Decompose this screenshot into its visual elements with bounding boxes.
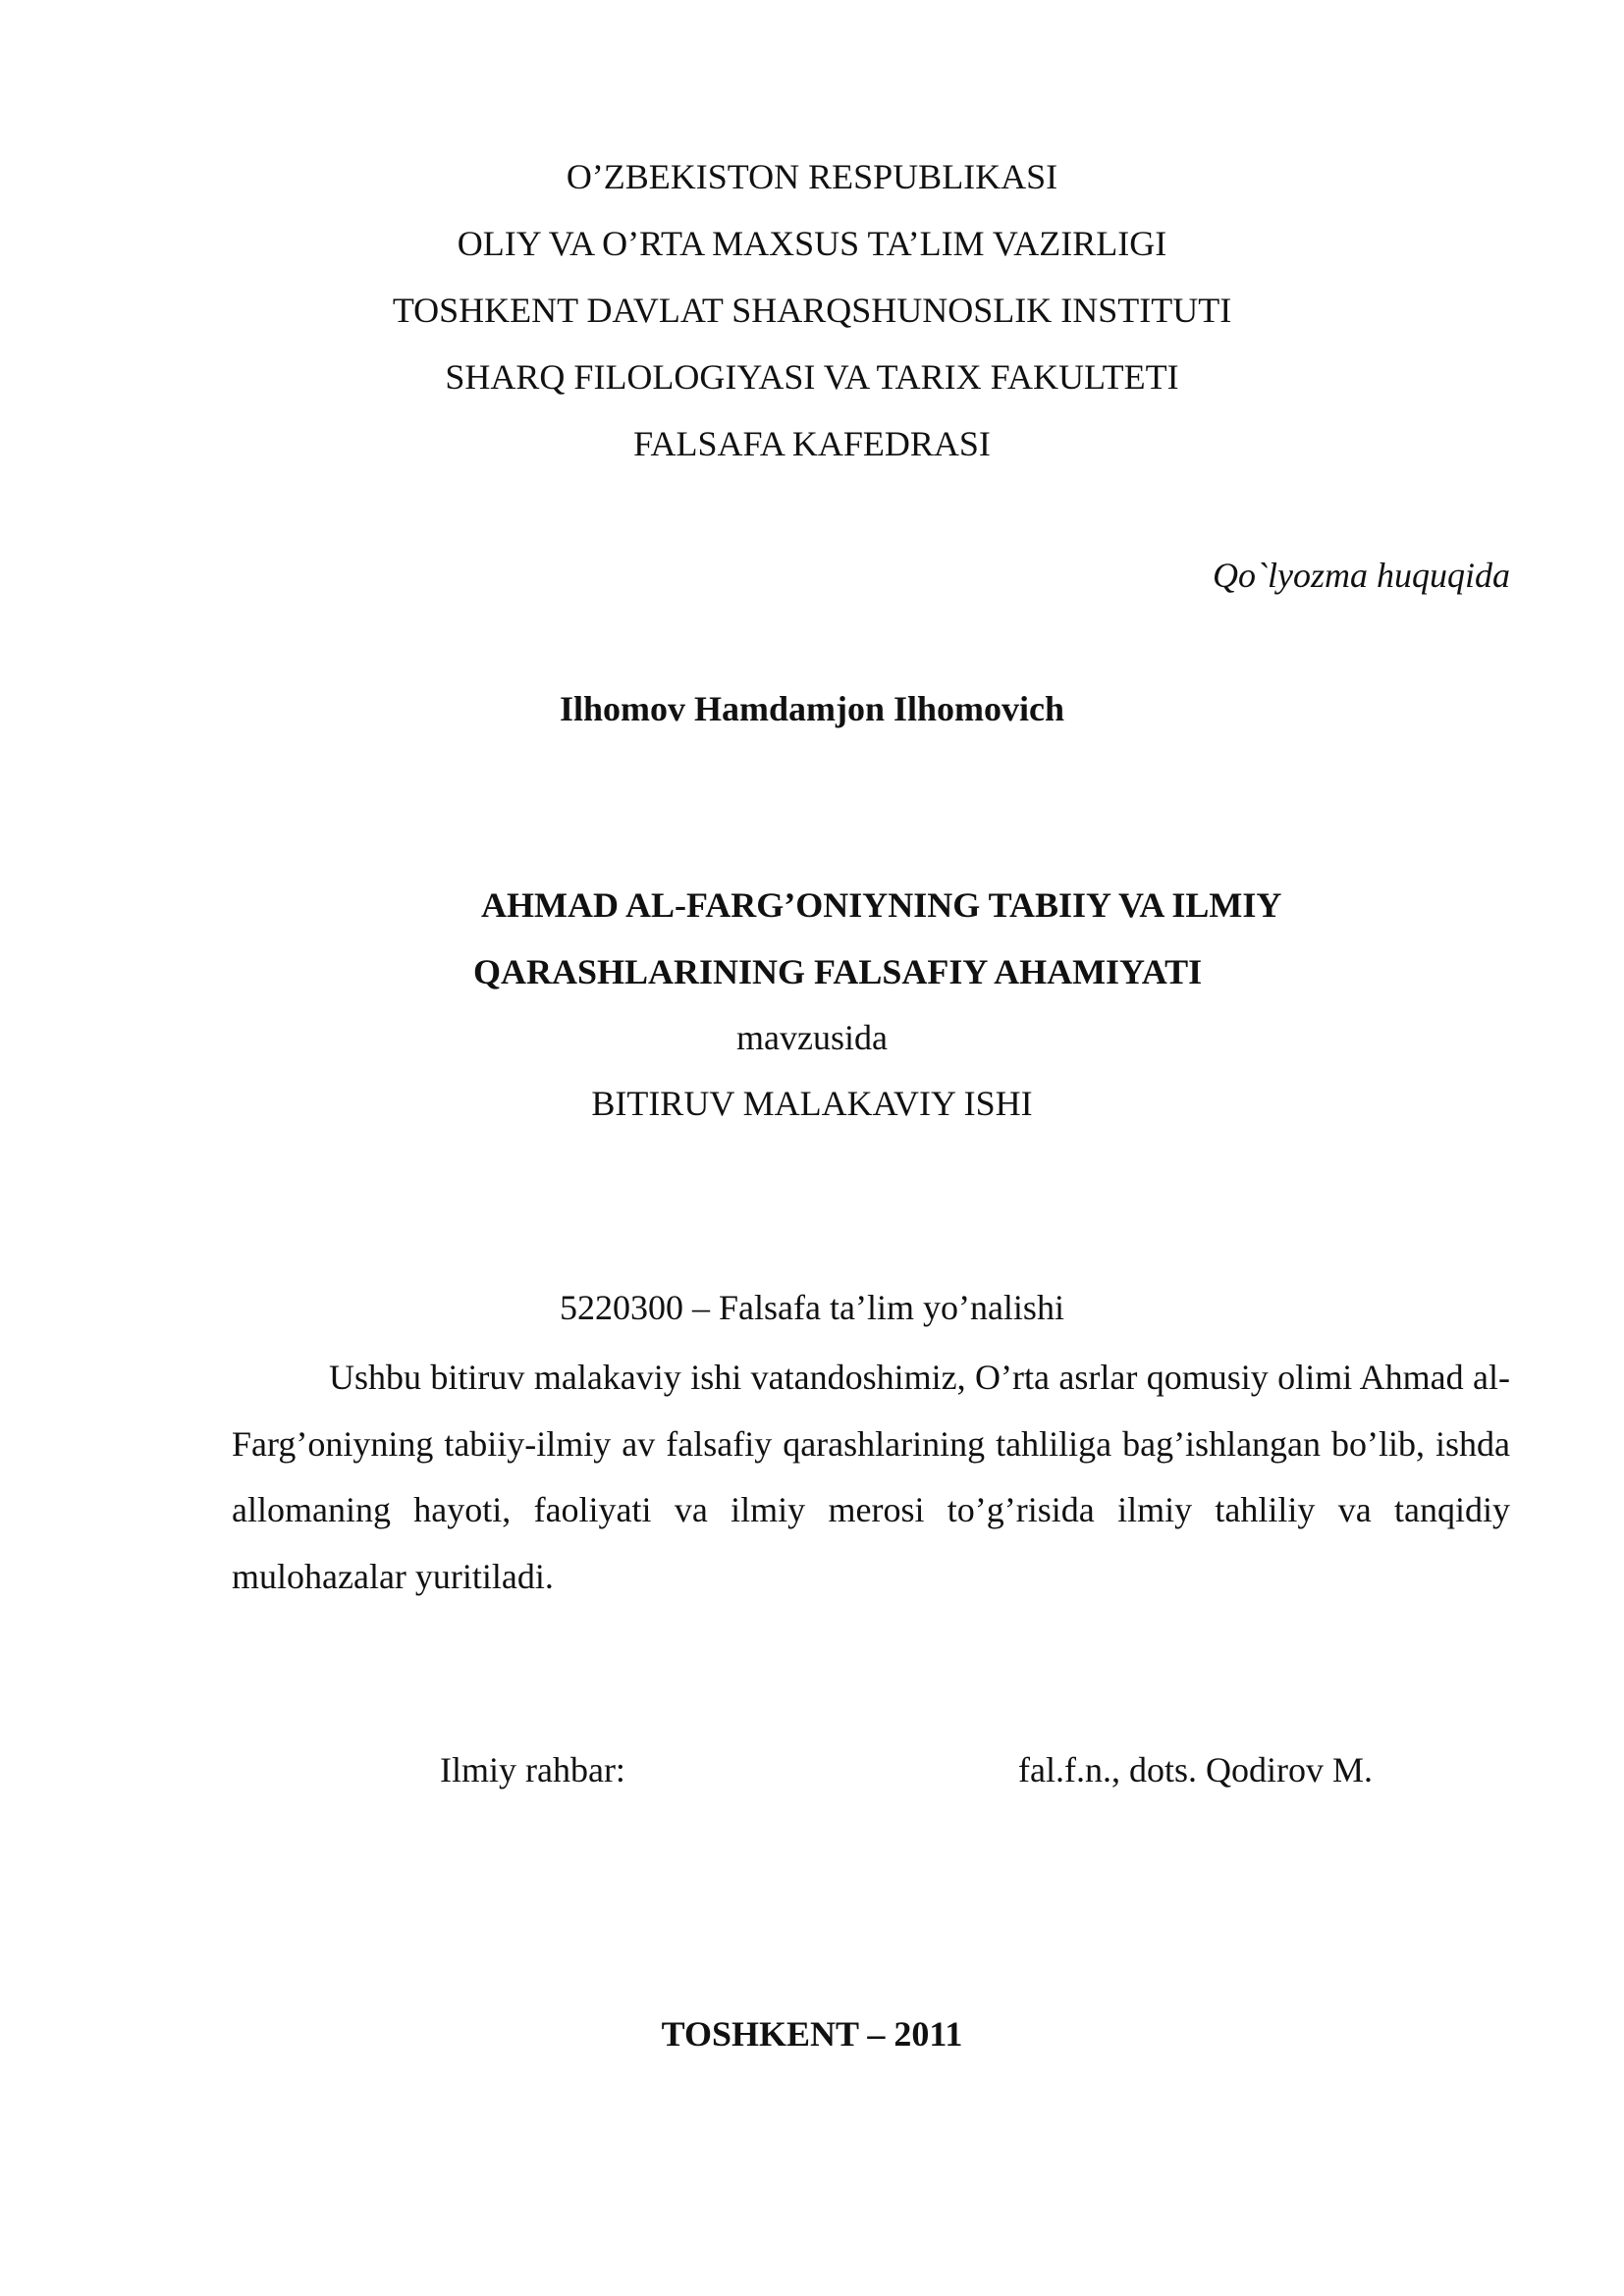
thesis-title-line-1: AHMAD AL-FARG’ONIYNING TABIIY VA ILMIY [481, 885, 1282, 925]
thesis-title-line-2: QARASHLARINING FALSAFIY AHAMIYATI [473, 952, 1203, 991]
manuscript-note: Qo`lyozma huquqida [1213, 556, 1510, 595]
subject-word: mavzusida [736, 1018, 888, 1057]
header-line-institute: TOSHKENT DAVLAT SHARQSHUNOSLIK INSTITUTI [392, 291, 1232, 330]
supervisor-label: Ilmiy rahbar: [440, 1750, 625, 1789]
specialty-line: 5220300 – Falsafa ta’lim yo’nalishi [560, 1288, 1064, 1327]
header-line-republic: O’ZBEKISTON RESPUBLIKASI [566, 157, 1058, 196]
header-line-faculty: SHARQ FILOLOGIYASI VA TARIX FAKULTETI [445, 357, 1179, 397]
abstract-paragraph: Ushbu bitiruv malakaviy ishi vatandoshimiz, O’rta asrlar qomusiy olimi Ahmad al-Farg’oniyning tabiiy-ilmiy av falsafiy qarashlarining tahliliga bag’ishlangan bo’lib, ishda allomaning hayoti, faoliyati va ilmiy merosi to’g’risida ilmiy tahliliy va tanqidiy mulohazalar yuritiladi. [232, 1358, 1510, 1596]
work-type: BITIRUV MALAKAVIY ISHI [591, 1084, 1033, 1123]
header-line-department: FALSAFA KAFEDRASI [633, 424, 991, 463]
supervisor-name: fal.f.n., dots. Qodirov M. [1018, 1750, 1373, 1789]
author-name: Ilhomov Hamdamjon Ilhomovich [559, 689, 1065, 728]
city-year-footer: TOSHKENT – 2011 [661, 2014, 963, 2054]
header-line-ministry: OLIY VA O’RTA MAXSUS TA’LIM VAZIRLIGI [457, 224, 1167, 263]
